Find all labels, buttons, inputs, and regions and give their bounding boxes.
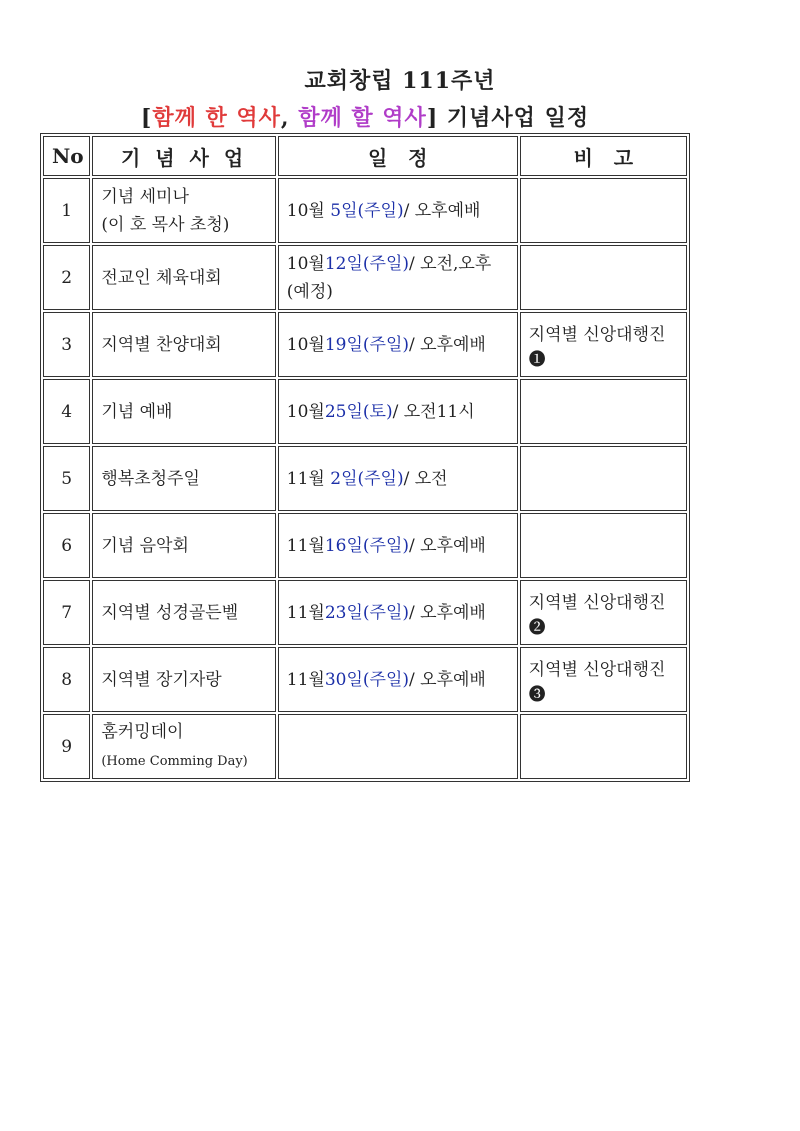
row-date: [278, 178, 518, 243]
row-date: [278, 312, 518, 377]
date-day: 23일(주일): [324, 602, 410, 623]
row-date: [278, 647, 518, 712]
page-subtitle: [0, 101, 730, 132]
date-day: 19일(주일): [324, 334, 410, 355]
row-event: 지역별 장기자랑: [92, 647, 275, 712]
row-date: [278, 245, 518, 310]
table-row: [43, 580, 687, 645]
table-row: [43, 647, 687, 712]
row-event: [92, 178, 275, 243]
row-note: 지역별 신앙대행진❸: [520, 647, 687, 712]
subtitle-part-1: 함께 한 역사: [152, 105, 281, 131]
table-row: [43, 446, 687, 511]
row-no: 7: [43, 580, 90, 645]
date-day: 12일(주일): [324, 253, 410, 274]
subtitle-comma: ,: [280, 105, 299, 131]
date-rest: / 오전: [403, 468, 448, 489]
table-row: [43, 245, 687, 310]
row-no: 4: [43, 379, 90, 444]
bracket-open: [: [140, 105, 153, 131]
row-event: 전교인 체육대회: [92, 245, 275, 310]
event-subtitle: (이 호 목사 초청): [101, 214, 230, 235]
table-row: [43, 379, 687, 444]
row-note: 지역별 신앙대행진❷: [520, 580, 687, 645]
bracket-close: ]: [426, 105, 439, 131]
row-note: [520, 178, 687, 243]
date-month: 10월: [286, 200, 331, 221]
schedule-table: [40, 133, 690, 782]
table-row: [43, 312, 687, 377]
table-row: [43, 714, 687, 779]
date-rest: / 오전,오후: [409, 253, 492, 274]
date-day: 30일(주일): [324, 669, 410, 690]
date-rest: / 오후예배: [409, 535, 486, 556]
row-event: 지역별 성경골든벨: [92, 580, 275, 645]
event-subtitle: (Home Comming Day): [101, 753, 248, 769]
date-month: 10월: [286, 334, 325, 355]
row-note: [520, 245, 687, 310]
date-day: 5일(주일): [330, 200, 404, 221]
row-no: 6: [43, 513, 90, 578]
row-note: [520, 446, 687, 511]
event-title: 홈커밍데이: [101, 721, 184, 742]
date-month: 10월: [286, 253, 325, 274]
date-rest: / 오후예배: [409, 602, 486, 623]
table-row: [43, 513, 687, 578]
row-no: 9: [43, 714, 90, 779]
date-day: 16일(주일): [324, 535, 410, 556]
header-date: 일 정: [278, 136, 518, 176]
row-event: [92, 714, 275, 779]
date-month: 10월: [286, 401, 325, 422]
row-note: 지역별 신앙대행진❶: [520, 312, 687, 377]
date-rest-2: (예정): [286, 281, 333, 302]
header-no: No: [43, 136, 90, 176]
row-event: 기념 음악회: [92, 513, 275, 578]
date-rest: / 오전11시: [392, 401, 475, 422]
date-day: 25일(토): [324, 401, 393, 422]
date-month: 11월: [286, 669, 325, 690]
row-no: 3: [43, 312, 90, 377]
date-rest: / 오후예배: [409, 334, 486, 355]
page-title: 교회창립 111주년: [304, 68, 496, 94]
row-date: [278, 446, 518, 511]
row-date: [278, 580, 518, 645]
date-month: 11월: [286, 535, 325, 556]
row-no: 5: [43, 446, 90, 511]
date-day: 2일(주일): [330, 468, 404, 489]
subtitle-suffix: 기념사업 일정: [438, 105, 590, 131]
row-date: [278, 379, 518, 444]
header-event: 기 념 사 업: [92, 136, 275, 176]
row-no: 8: [43, 647, 90, 712]
table-row: [43, 178, 687, 243]
row-event: 기념 예배: [92, 379, 275, 444]
row-no: 2: [43, 245, 90, 310]
event-title: 기념 세미나: [101, 186, 189, 207]
subtitle-part-2: 함께 할 역사: [298, 105, 427, 131]
row-event: 지역별 찬양대회: [92, 312, 275, 377]
date-rest: / 오후예배: [409, 669, 486, 690]
row-note: [520, 714, 687, 779]
row-no: 1: [43, 178, 90, 243]
date-month: 11월: [286, 602, 325, 623]
date-rest: / 오후예배: [403, 200, 481, 221]
date-month: 11월: [286, 468, 331, 489]
row-event: 행복초청주일: [92, 446, 275, 511]
table-header-row: [43, 136, 687, 176]
header-note: 비 고: [520, 136, 687, 176]
row-note: [520, 379, 687, 444]
row-date: [278, 714, 518, 779]
row-note: [520, 513, 687, 578]
row-date: [278, 513, 518, 578]
